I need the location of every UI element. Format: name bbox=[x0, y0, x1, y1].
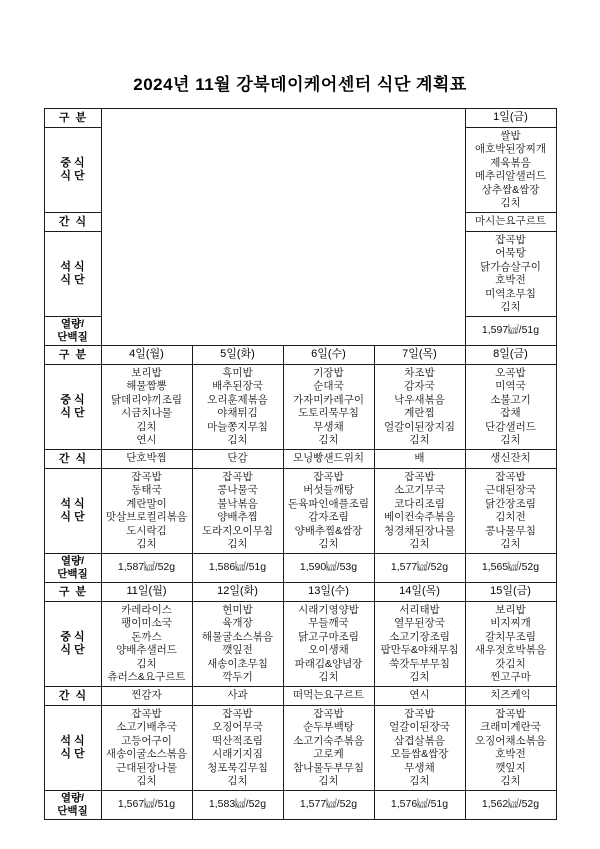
menu-item: 잡곡밥 bbox=[131, 470, 162, 483]
menu-item: 새우젓호박볶음 bbox=[474, 644, 546, 656]
menu-item: 김치 bbox=[227, 538, 248, 550]
menu-item: 김치 bbox=[500, 775, 521, 787]
menu-item: 쑥갓두부무침 bbox=[389, 657, 450, 670]
menu-item: 코다리조림 bbox=[394, 497, 445, 510]
menu-item: 동태국 bbox=[131, 484, 162, 496]
lunch-menu-cell bbox=[192, 602, 283, 687]
snack-cell: 사과 bbox=[192, 687, 283, 706]
date-header-cell: 6일(수) bbox=[283, 346, 374, 365]
menu-item: 쌀밥 bbox=[500, 129, 521, 142]
menu-item: 오리훈제볶음 bbox=[207, 393, 268, 406]
menu-item: 콩나물무침 bbox=[485, 524, 536, 537]
menu-item: 김치 bbox=[500, 434, 521, 446]
menu-item: 소고기장조림 bbox=[389, 630, 450, 643]
menu-item: 김치 bbox=[409, 775, 430, 787]
menu-item: 김치 bbox=[409, 434, 430, 446]
menu-item: 계란말이 bbox=[126, 497, 167, 510]
menu-item: 오징어채소볶음 bbox=[474, 734, 546, 747]
menu-item: 버섯들깨탕 bbox=[303, 484, 354, 496]
row-label-line: 석 식 bbox=[60, 735, 85, 747]
date-header-cell: 14일(목) bbox=[374, 583, 465, 602]
menu-item: 호박전 bbox=[495, 274, 526, 286]
row-label-category: 구 분 bbox=[44, 346, 101, 365]
menu-item: 오징어무국 bbox=[212, 721, 263, 733]
energy-cell: 1,576㎉/51g bbox=[374, 791, 465, 820]
menu-item: 도토리묵무침 bbox=[298, 407, 359, 419]
menu-item: 얼갈이된장지짐 bbox=[383, 420, 455, 433]
menu-item: 무생채 bbox=[404, 761, 435, 774]
menu-item: 깻잎전 bbox=[222, 644, 253, 656]
dinner-menu-cell bbox=[192, 469, 283, 554]
menu-item: 김치 bbox=[500, 197, 521, 209]
menu-item: 무생채 bbox=[313, 420, 344, 433]
menu-item: 청경채된장나물 bbox=[383, 524, 455, 537]
menu-item: 잡곡밥 bbox=[313, 470, 344, 483]
menu-item: 닭고구마조림 bbox=[298, 630, 359, 643]
row-label-snack: 간 식 bbox=[44, 687, 101, 706]
menu-item: 김치 bbox=[500, 538, 521, 550]
menu-item: 근대된장나물 bbox=[116, 761, 177, 774]
menu-item: 팝만두&야채무침 bbox=[380, 644, 459, 656]
row-label-line: 식 단 bbox=[60, 511, 85, 523]
menu-item: 가자미카레구이 bbox=[292, 393, 364, 406]
lunch-menu-cell bbox=[374, 365, 465, 450]
energy-cell: 1,562㎉/52g bbox=[465, 791, 556, 820]
menu-item: 야채튀김 bbox=[217, 407, 258, 419]
menu-item: 크래미계란국 bbox=[480, 721, 541, 733]
lunch-menu-cell bbox=[283, 365, 374, 450]
menu-item: 삼겹살볶음 bbox=[394, 734, 445, 747]
date-header-cell: 7일(목) bbox=[374, 346, 465, 365]
menu-item: 맛살브로컬리볶음 bbox=[105, 511, 188, 523]
snack-cell: 단호박찜 bbox=[101, 450, 192, 469]
energy-cell: 1,577㎉/52g bbox=[374, 554, 465, 583]
energy-cell: 1,577㎉/52g bbox=[283, 791, 374, 820]
row-label-line: 중 식 bbox=[60, 394, 85, 406]
menu-item: 잡곡밥 bbox=[495, 707, 526, 720]
row-label-category: 구 분 bbox=[44, 109, 101, 128]
menu-item: 깍두기 bbox=[222, 671, 253, 683]
menu-item: 김치 bbox=[136, 538, 157, 550]
snack-cell: 생신잔치 bbox=[465, 450, 556, 469]
row-label-lunch bbox=[44, 365, 101, 450]
menu-item: 깻잎지 bbox=[495, 761, 526, 774]
row-label-line: 석 식 bbox=[60, 498, 85, 510]
menu-item: 단감샐러드 bbox=[485, 420, 536, 433]
date-header-cell: 1일(금) bbox=[465, 109, 556, 128]
dinner-menu-cell bbox=[465, 706, 556, 791]
menu-item: 새송이굴소스볶음 bbox=[105, 748, 188, 760]
dinner-menu-cell bbox=[465, 469, 556, 554]
menu-item: 비지찌개 bbox=[490, 617, 531, 629]
date-header-cell: 4일(월) bbox=[101, 346, 192, 365]
menu-item: 김치 bbox=[136, 420, 157, 433]
energy-cell: 1,587㎉/52g bbox=[101, 554, 192, 583]
row-label-lunch bbox=[44, 602, 101, 687]
menu-item: 감자조림 bbox=[308, 511, 349, 523]
row-label-lunch bbox=[44, 128, 101, 213]
lunch-menu-cell bbox=[465, 365, 556, 450]
snack-cell: 단감 bbox=[192, 450, 283, 469]
menu-item: 순대국 bbox=[313, 380, 344, 392]
dinner-menu-cell bbox=[192, 706, 283, 791]
dinner-menu-cell bbox=[374, 469, 465, 554]
menu-item: 김치 bbox=[318, 671, 339, 683]
row-label-line: 식 단 bbox=[60, 170, 85, 182]
snack-cell: 치즈케익 bbox=[465, 687, 556, 706]
lunch-menu-cell bbox=[283, 602, 374, 687]
row-label-line: 식 단 bbox=[60, 644, 85, 656]
row-label-line: 식 단 bbox=[60, 274, 85, 286]
menu-item: 찐고구마 bbox=[490, 671, 531, 683]
menu-item: 닭간장조림 bbox=[485, 497, 536, 510]
menu-item: 잡곡밥 bbox=[313, 707, 344, 720]
menu-item: 김치 bbox=[409, 671, 430, 683]
menu-item: 갈치무조림 bbox=[485, 630, 536, 643]
row-label-line: 식 단 bbox=[60, 748, 85, 760]
menu-item: 잡곡밥 bbox=[495, 470, 526, 483]
dinner-menu-cell bbox=[283, 469, 374, 554]
menu-item: 파래김&양념장 bbox=[294, 657, 363, 670]
row-label-line: 단백질 bbox=[57, 331, 88, 343]
row-label-line: 중 식 bbox=[60, 157, 85, 169]
menu-item: 갓김치 bbox=[495, 657, 526, 670]
menu-item: 열무된장국 bbox=[394, 617, 445, 629]
menu-item: 해물짬뽕 bbox=[126, 380, 167, 392]
energy-cell: 1,565㎉/52g bbox=[465, 554, 556, 583]
row-label-dinner bbox=[44, 469, 101, 554]
snack-cell: 모닝빵샌드위치 bbox=[283, 450, 374, 469]
menu-item: 카레라이스 bbox=[121, 603, 172, 616]
lunch-menu-cell bbox=[192, 365, 283, 450]
dinner-menu-cell bbox=[101, 706, 192, 791]
row-label-snack: 간 식 bbox=[44, 450, 101, 469]
dinner-menu-cell bbox=[374, 706, 465, 791]
row-label-line: 석 식 bbox=[60, 261, 85, 273]
menu-item: 시래기영양밥 bbox=[298, 603, 359, 616]
energy-cell: 1,567㎉/51g bbox=[101, 791, 192, 820]
menu-item: 순두부백탕 bbox=[303, 721, 354, 733]
row-label-category: 구 분 bbox=[44, 583, 101, 602]
page-title: 2024년 11월 강북데이케어센터 식단 계획표 bbox=[133, 75, 467, 94]
menu-item: 콩나물국 bbox=[217, 484, 258, 496]
menu-item: 고등어구이 bbox=[121, 734, 172, 747]
row-label-energy bbox=[44, 317, 101, 346]
menu-item: 보리밥 bbox=[495, 603, 526, 616]
row-label-line: 단백질 bbox=[57, 805, 88, 817]
menu-item: 미역초무침 bbox=[485, 287, 536, 300]
row-label-line: 단백질 bbox=[57, 568, 88, 580]
menu-item: 마늘쫑지무침 bbox=[207, 420, 268, 433]
energy-cell: 1,597㎉/51g bbox=[465, 317, 556, 346]
lunch-menu-cell bbox=[101, 602, 192, 687]
menu-item: 서리태밥 bbox=[399, 603, 440, 616]
menu-item: 해물굴소스볶음 bbox=[201, 630, 273, 643]
date-header-cell: 15일(금) bbox=[465, 583, 556, 602]
menu-item: 잡곡밥 bbox=[404, 707, 435, 720]
menu-item: 어묵탕 bbox=[495, 247, 526, 259]
snack-cell: 떠먹는요구르트 bbox=[283, 687, 374, 706]
menu-item: 연시 bbox=[136, 434, 157, 446]
row-label-dinner bbox=[44, 706, 101, 791]
menu-item: 베이컨숙주볶음 bbox=[383, 511, 455, 523]
menu-item: 청포묵김무침 bbox=[207, 761, 268, 774]
row-label-line: 식 단 bbox=[60, 407, 85, 419]
menu-item: 참나물두부무침 bbox=[292, 761, 364, 774]
menu-item: 김치 bbox=[318, 538, 339, 550]
snack-cell: 연시 bbox=[374, 687, 465, 706]
menu-item: 김치 bbox=[409, 538, 430, 550]
menu-item: 고로케 bbox=[313, 748, 344, 760]
dinner-menu-cell bbox=[465, 232, 556, 317]
menu-item: 애호박된장찌개 bbox=[474, 143, 546, 155]
row-label-line: 열량/ bbox=[60, 318, 85, 330]
menu-item: 오이생채 bbox=[308, 644, 349, 656]
menu-item: 떡산적조림 bbox=[212, 734, 263, 747]
menu-item: 무들깨국 bbox=[308, 617, 349, 629]
menu-item: 닭가슴살구이 bbox=[480, 260, 541, 273]
menu-item: 소불고기 bbox=[490, 393, 531, 406]
menu-item: 상추쌈&쌈장 bbox=[481, 183, 540, 196]
menu-item: 김치전 bbox=[495, 511, 526, 523]
menu-item: 잡곡밥 bbox=[131, 707, 162, 720]
menu-item: 육개장 bbox=[222, 617, 253, 629]
menu-item: 차조밥 bbox=[404, 366, 435, 379]
meal-plan-table bbox=[44, 108, 557, 820]
date-header-cell: 13일(수) bbox=[283, 583, 374, 602]
menu-item: 불낙볶음 bbox=[217, 497, 258, 510]
menu-item: 츄러스&요구르트 bbox=[107, 671, 186, 683]
menu-item: 닭데리야끼조림 bbox=[110, 393, 182, 406]
menu-item: 팽이미소국 bbox=[121, 617, 172, 629]
row-label-energy bbox=[44, 554, 101, 583]
menu-item: 양배추찜&쌈장 bbox=[294, 524, 363, 537]
menu-item: 소고기숙주볶음 bbox=[292, 734, 364, 747]
snack-cell: 배 bbox=[374, 450, 465, 469]
row-label-line: 열량/ bbox=[60, 555, 85, 567]
energy-cell: 1,583㎉/52g bbox=[192, 791, 283, 820]
snack-cell: 마시는요구르트 bbox=[465, 213, 556, 232]
menu-item: 배추된장국 bbox=[212, 380, 263, 392]
menu-item: 김치 bbox=[318, 775, 339, 787]
snack-cell: 찐감자 bbox=[101, 687, 192, 706]
date-header-cell: 11일(월) bbox=[101, 583, 192, 602]
menu-item: 모듬쌈&쌈장 bbox=[390, 748, 449, 760]
energy-cell: 1,590㎉/53g bbox=[283, 554, 374, 583]
menu-item: 계란찜 bbox=[404, 407, 435, 419]
menu-item: 김치 bbox=[318, 434, 339, 446]
menu-item: 미역국 bbox=[495, 380, 526, 392]
empty-merged-cell bbox=[101, 109, 465, 346]
energy-cell: 1,586㎉/51g bbox=[192, 554, 283, 583]
menu-item: 돈육파인애플조림 bbox=[287, 497, 370, 510]
lunch-menu-cell bbox=[101, 365, 192, 450]
menu-item: 소고기무국 bbox=[394, 484, 445, 496]
menu-item: 잡곡밥 bbox=[222, 470, 253, 483]
menu-item: 호박전 bbox=[495, 748, 526, 760]
menu-item: 흑미밥 bbox=[222, 366, 253, 379]
menu-item: 소고기배추국 bbox=[116, 721, 177, 733]
menu-item: 김치 bbox=[136, 775, 157, 787]
menu-table-body bbox=[44, 109, 556, 820]
menu-item: 현미밥 bbox=[222, 603, 253, 616]
menu-item: 새송이초무침 bbox=[207, 657, 268, 670]
row-label-snack: 간 식 bbox=[44, 213, 101, 232]
row-label-dinner bbox=[44, 232, 101, 317]
row-label-line: 중 식 bbox=[60, 631, 85, 643]
menu-item: 김치 bbox=[500, 301, 521, 313]
row-label-energy bbox=[44, 791, 101, 820]
lunch-menu-cell bbox=[465, 128, 556, 213]
menu-item: 잡채 bbox=[500, 407, 521, 419]
menu-item: 돈까스 bbox=[131, 630, 162, 643]
menu-item: 시래기지짐 bbox=[212, 748, 263, 760]
lunch-menu-cell bbox=[465, 602, 556, 687]
menu-item: 도라지오이무침 bbox=[201, 524, 273, 537]
menu-item: 오곡밥 bbox=[495, 366, 526, 379]
menu-item: 김치 bbox=[227, 775, 248, 787]
menu-item: 잡곡밥 bbox=[404, 470, 435, 483]
date-header-cell: 12일(화) bbox=[192, 583, 283, 602]
menu-item: 도시락김 bbox=[126, 524, 167, 537]
menu-item: 양배추샐러드 bbox=[116, 644, 177, 656]
lunch-menu-cell bbox=[374, 602, 465, 687]
menu-item: 잡곡밥 bbox=[222, 707, 253, 720]
menu-item: 잡곡밥 bbox=[495, 233, 526, 246]
date-header-cell: 5일(화) bbox=[192, 346, 283, 365]
menu-item: 제육볶음 bbox=[490, 156, 531, 169]
row-label-line: 열량/ bbox=[60, 792, 85, 804]
menu-item: 낙우새볶음 bbox=[394, 393, 445, 406]
menu-item: 시금치나물 bbox=[121, 407, 172, 419]
menu-item: 보리밥 bbox=[131, 366, 162, 379]
menu-item: 김치 bbox=[227, 434, 248, 446]
dinner-menu-cell bbox=[283, 706, 374, 791]
menu-item: 얼갈이된장국 bbox=[389, 721, 450, 733]
menu-item: 메추리알샐러드 bbox=[474, 170, 546, 182]
menu-item: 근대된장국 bbox=[485, 484, 536, 496]
dinner-menu-cell bbox=[101, 469, 192, 554]
menu-item: 양배추찜 bbox=[217, 511, 258, 523]
menu-item: 감자국 bbox=[404, 380, 435, 392]
menu-item: 기장밥 bbox=[313, 366, 344, 379]
date-header-cell: 8일(금) bbox=[465, 346, 556, 365]
menu-item: 김치 bbox=[136, 657, 157, 670]
